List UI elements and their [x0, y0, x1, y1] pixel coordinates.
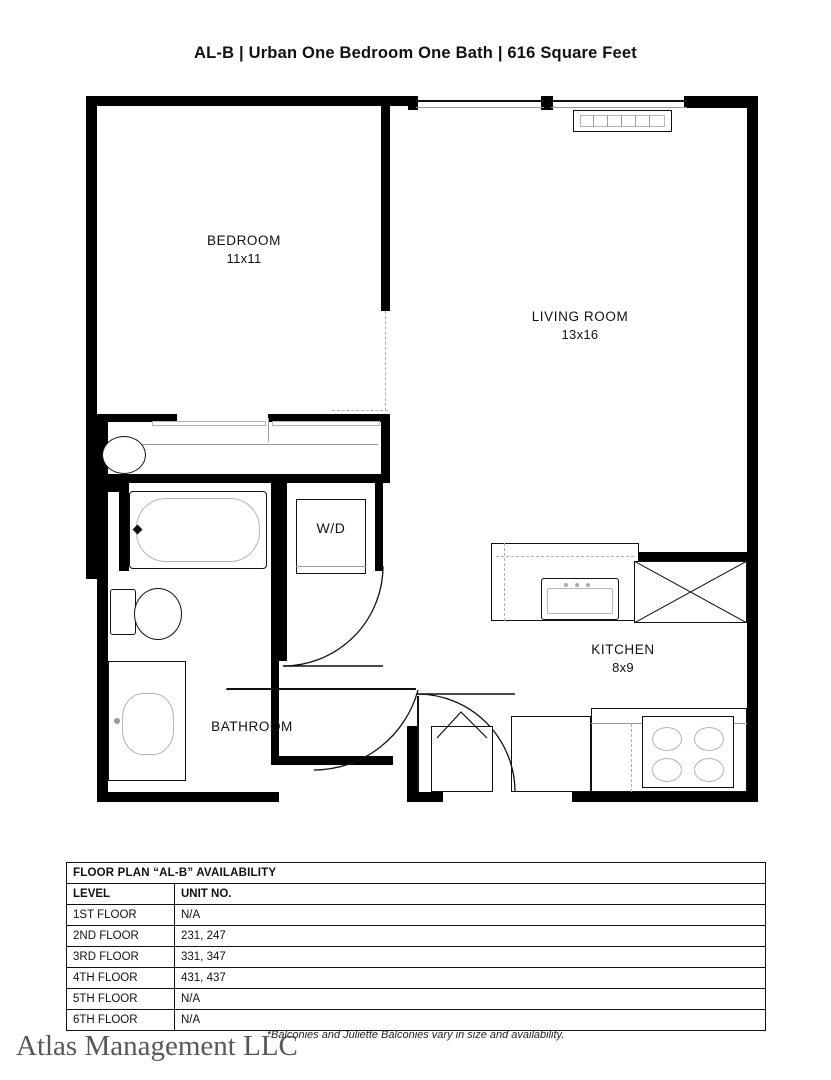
- kitchen-faucet-hole-1: [564, 583, 568, 587]
- page-title: AL-B | Urban One Bedroom One Bath | 616 Square Feet: [193, 44, 637, 62]
- closet-door-panel-left: [152, 421, 266, 426]
- column-header-level: LEVEL: [67, 884, 175, 905]
- hvac-grille-bar-1: [593, 115, 594, 127]
- availability-column-header-row: [67, 884, 766, 905]
- toilet-tank: [110, 589, 136, 635]
- hvac-grille-bar-4: [635, 115, 636, 127]
- table-row: [67, 905, 766, 926]
- kitchen-faucet-hole-3: [586, 583, 590, 587]
- units-cell: 431, 437: [175, 968, 766, 989]
- wall-kitchen-upper: [631, 552, 747, 561]
- units-cell: N/A: [175, 905, 766, 926]
- kitchen-upper-cabinet-line: [496, 556, 634, 557]
- hvac-grille-bar-2: [607, 115, 608, 127]
- door-swing-bedroom-edge: [385, 311, 386, 411]
- units-cell: N/A: [175, 1010, 766, 1031]
- burner-2: [694, 727, 724, 751]
- closet-shelf-line: [108, 444, 378, 445]
- bath-door-swing-arc: [222, 662, 422, 772]
- availability-heading-row: [67, 863, 766, 884]
- window-line-top-3: [416, 107, 544, 108]
- wall-top-left: [86, 96, 412, 106]
- room-dim-living: 13x16: [561, 327, 599, 342]
- table-row: [67, 968, 766, 989]
- kitchen-faucet-hole-2: [575, 583, 579, 587]
- wd-door-swing-arc: [283, 566, 423, 676]
- wall-left-lower: [97, 576, 108, 802]
- door-swing-bedroom-arc: [332, 410, 388, 411]
- window-line-top-2: [551, 100, 687, 102]
- column-header-unit: UNIT NO.: [175, 884, 766, 905]
- kitchen-upper-cabinet-edge: [504, 543, 505, 621]
- room-name-wd: W/D: [316, 520, 346, 536]
- wall-closet-right: [381, 414, 390, 483]
- room-dim-kitchen: 8x9: [612, 660, 634, 675]
- closet-entry-line: [268, 418, 269, 442]
- burner-1: [652, 727, 682, 751]
- burner-4: [694, 758, 724, 782]
- round-fixture-closet: [102, 436, 146, 474]
- room-name-bathroom: BATHROOM: [211, 719, 293, 734]
- toilet-bowl: [134, 588, 182, 640]
- room-label-bedroom: [164, 232, 324, 268]
- bathtub-basin: [136, 498, 260, 562]
- kitchen-base-cabinet-left: [511, 716, 591, 792]
- watermark: Atlas Management LLC: [16, 1030, 298, 1062]
- level-cell: 2ND FLOOR: [67, 926, 175, 947]
- level-cell: 4TH FLOOR: [67, 968, 175, 989]
- availability-heading: FLOOR PLAN “AL-B” AVAILABILITY: [67, 863, 766, 884]
- closet-door-panel-right: [272, 421, 380, 426]
- room-label-wd: [276, 519, 386, 537]
- hvac-grille-bar-3: [621, 115, 622, 127]
- room-label-living: [500, 308, 660, 344]
- wall-bath-left: [119, 483, 129, 571]
- wall-bedroom-partition: [381, 106, 390, 311]
- kitchen-cabinet-div-1: [631, 724, 632, 792]
- room-name-living: LIVING ROOM: [531, 309, 629, 324]
- burner-3: [652, 758, 682, 782]
- wall-left-exterior: [86, 96, 97, 419]
- room-label-bathroom: [172, 718, 332, 736]
- wall-entry-left: [407, 726, 417, 792]
- room-name-bedroom: BEDROOM: [207, 233, 281, 248]
- window-line-top-4: [551, 107, 687, 108]
- entry-nook-detail: [431, 704, 493, 744]
- level-cell: 5TH FLOOR: [67, 989, 175, 1010]
- vanity-sink-basin: [122, 693, 174, 755]
- window-line-top-1: [416, 100, 544, 102]
- availability-table: [66, 862, 766, 1031]
- room-label-kitchen: [548, 641, 698, 677]
- wall-closet-bottom: [97, 474, 390, 483]
- floor-plan-drawing: [86, 96, 758, 810]
- vanity-faucet: [114, 718, 120, 724]
- hvac-grille-bar-5: [649, 115, 650, 127]
- room-name-kitchen: KITCHEN: [591, 642, 655, 657]
- wall-bottom-right: [572, 792, 758, 802]
- units-cell: 231, 247: [175, 926, 766, 947]
- level-cell: 1ST FLOOR: [67, 905, 175, 926]
- room-dim-bedroom: 11x11: [226, 251, 262, 266]
- footnote: *Balconies and Juliette Balconies vary in size and availability.: [266, 1029, 565, 1041]
- kitchen-sink-basin: [547, 588, 613, 614]
- table-row: [67, 947, 766, 968]
- table-row: [67, 989, 766, 1010]
- refrigerator-x-mark: [634, 561, 747, 623]
- wall-right-exterior: [747, 96, 758, 802]
- wall-left-jog: [86, 419, 108, 579]
- level-cell: 3RD FLOOR: [67, 947, 175, 968]
- units-cell: N/A: [175, 989, 766, 1010]
- wall-bottom-left: [97, 792, 279, 802]
- table-row: [67, 926, 766, 947]
- level-cell: 6TH FLOOR: [67, 1010, 175, 1031]
- units-cell: 331, 347: [175, 947, 766, 968]
- table-row: [67, 1010, 766, 1031]
